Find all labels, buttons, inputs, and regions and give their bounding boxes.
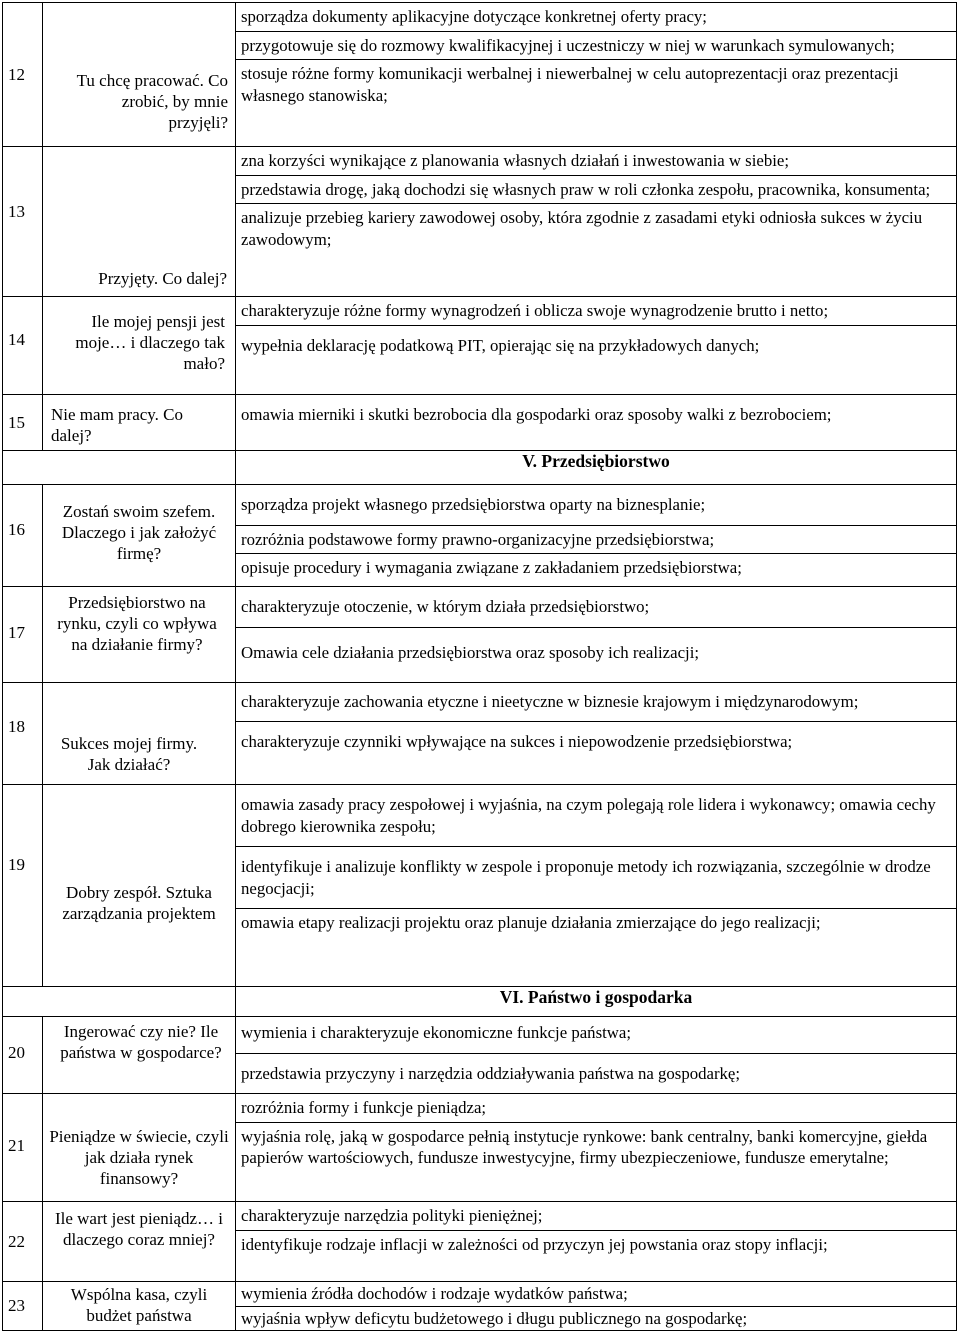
section-spacer	[3, 987, 236, 1017]
topic-text: Sukces mojej firmy. Jak działać?	[60, 734, 198, 774]
description-cell	[236, 297, 957, 395]
learning-outcome: przygotowuje się do rozmowy kwalifikacyjnej i uczestniczy w niej w warunkach symulowanych;	[236, 32, 956, 61]
topic-text: Ile wart jest pieniądz… i dlaczego coraz mniej?	[54, 1209, 224, 1249]
table-row	[3, 587, 957, 683]
curriculum-table	[2, 2, 957, 1331]
row-number: 21	[8, 1136, 25, 1155]
learning-outcome: stosuje różne formy komunikacji werbalnej i niewerbalnej w celu autoprezentacji oraz prezentacji własnego stanowiska;	[241, 64, 899, 105]
learning-outcome: identyfikuje rodzaje inflacji w zależności od przyczyn jej powstania oraz stopy inflacji;	[241, 1234, 828, 1254]
table-row	[3, 147, 957, 297]
row-number-cell	[3, 587, 43, 683]
table-row	[3, 297, 957, 395]
description-cell	[236, 147, 957, 297]
row-number-cell	[3, 683, 43, 785]
table-row	[3, 485, 957, 587]
topic-cell	[43, 485, 236, 587]
table-row	[3, 3, 957, 147]
description-cell	[236, 3, 957, 147]
description-cell	[236, 395, 957, 451]
row-number: 15	[8, 413, 25, 432]
row-number-cell	[3, 785, 43, 987]
row-number: 23	[8, 1296, 25, 1315]
learning-outcome: charakteryzuje narzędzia polityki pieniężnej;	[236, 1202, 956, 1231]
learning-outcome: omawia etapy realizacji projektu oraz planuje działania zmierzające do jego realizacji;	[241, 913, 821, 932]
row-number-cell	[3, 1202, 43, 1282]
description-cell	[236, 1017, 957, 1094]
table-row	[3, 1282, 957, 1331]
section-header-row	[3, 451, 957, 485]
learning-outcome: omawia zasady pracy zespołowej i wyjaśnia, na czym polegają role lidera i wykonawcy; omawia cechy dobrego kierownika zespołu;	[236, 785, 956, 847]
topic-cell	[43, 1094, 236, 1202]
topic-text: Tu chcę pracować. Co zrobić, by mnie przyjęli?	[76, 71, 228, 132]
learning-outcome: wypełnia deklarację podatkową PIT, opierając się na przykładowych danych;	[241, 335, 760, 355]
row-number-cell	[3, 485, 43, 587]
learning-outcome: wymienia źródła dochodów i rodzaje wydatków państwa;	[236, 1282, 956, 1307]
description-cell	[236, 683, 957, 785]
learning-outcome: charakteryzuje czynniki wpływające na sukces i niepowodzenie przedsiębiorstwa;	[241, 731, 793, 751]
table-row	[3, 683, 957, 785]
learning-outcome: analizuje przebieg kariery zawodowej osoby, która zgodnie z zasadami etyki odniosła sukces w życiu zawodowym;	[241, 208, 923, 249]
topic-cell	[43, 147, 236, 297]
description-cell	[236, 1094, 957, 1202]
topic-cell	[43, 297, 236, 395]
row-number-cell	[3, 297, 43, 395]
description-cell	[236, 485, 957, 587]
table-row	[3, 1017, 957, 1094]
row-number-cell	[3, 147, 43, 297]
learning-outcome: wyjaśnia rolę, jaką w gospodarce pełnią instytucje rynkowe: bank centralny, banki komercyjne, giełda papierów wartościowych, fundusze inwestycyjne, firmy ubezpieczeniowe, fundusze emerytalne;	[241, 1126, 928, 1167]
learning-outcome: Omawia cele działania przedsiębiorstwa oraz sposoby ich realizacji;	[241, 642, 700, 662]
topic-text: Wspólna kasa, czyli budżet państwa	[70, 1285, 208, 1325]
description-cell	[236, 1202, 957, 1282]
learning-outcome: charakteryzuje otoczenie, w którym działa przedsiębiorstwo;	[236, 587, 956, 628]
learning-outcome: opisuje procedury i wymagania związane z zakładaniem przedsiębiorstwa;	[241, 558, 742, 577]
topic-text: Nie mam pracy. Co dalej?	[51, 405, 184, 445]
description-cell	[236, 1282, 957, 1331]
row-number-cell	[3, 1017, 43, 1094]
row-number: 12	[8, 65, 25, 84]
topic-cell	[43, 587, 236, 683]
learning-outcome: wyjaśnia wpływ deficytu budżetowego i długu publicznego na gospodarkę;	[241, 1308, 748, 1328]
row-number: 19	[8, 855, 25, 874]
topic-text: Zostań swoim szefem. Dlaczego i jak założyć firmę?	[61, 502, 217, 563]
learning-outcome: identyfikuje i analizuje konflikty w zespole i proponuje metody ich rozwiązania, szczególnie w drodze negocjacji;	[236, 847, 956, 909]
description-cell	[236, 587, 957, 683]
learning-outcome: sporządza dokumenty aplikacyjne dotyczące konkretnej oferty pracy;	[236, 3, 956, 32]
row-number-cell	[3, 395, 43, 451]
topic-cell	[43, 1017, 236, 1094]
learning-outcome: zna korzyści wynikające z planowania własnych działań i inwestowania w siebie;	[236, 147, 956, 176]
row-number: 20	[8, 1043, 25, 1062]
topic-text: Pieniądze w świecie, czyli jak działa rynek finansowy?	[49, 1127, 229, 1188]
section-heading: V. Przedsiębiorstwo	[236, 451, 957, 485]
topic-text: Przedsiębiorstwo na rynku, czyli co wpływa na działanie firmy?	[57, 593, 217, 654]
learning-outcome: charakteryzuje zachowania etyczne i nieetyczne w biznesie krajowym i międzynarodowym;	[236, 683, 956, 722]
topic-text: Ile mojej pensji jest moje… i dlaczego tak mało?	[75, 312, 225, 373]
table-row	[3, 1202, 957, 1282]
section-heading: VI. Państwo i gospodarka	[236, 987, 957, 1017]
learning-outcome: rozróżnia podstawowe formy prawno-organizacyjne przedsiębiorstwa;	[236, 526, 956, 555]
topic-cell	[43, 785, 236, 987]
row-number-cell	[3, 1282, 43, 1331]
topic-cell	[43, 395, 236, 451]
learning-outcome: sporządza projekt własnego przedsiębiorstwa oparty na biznesplanie;	[236, 485, 956, 526]
topic-cell	[43, 3, 236, 147]
topic-cell	[43, 683, 236, 785]
table-row	[3, 395, 957, 451]
topic-cell	[43, 1282, 236, 1331]
row-number: 22	[8, 1232, 25, 1251]
row-number-cell	[3, 3, 43, 147]
topic-text: Ingerować czy nie? Ile państwa w gospodarce?	[60, 1022, 222, 1062]
table-row	[3, 785, 957, 987]
learning-outcome: przedstawia przyczyny i narzędzia oddziaływania państwa na gospodarkę;	[241, 1063, 741, 1083]
learning-outcome: rozróżnia formy i funkcje pieniądza;	[236, 1094, 956, 1123]
row-number: 17	[8, 623, 25, 642]
learning-outcome: wymienia i charakteryzuje ekonomiczne funkcje państwa;	[236, 1017, 956, 1054]
section-spacer	[3, 451, 236, 485]
row-number-cell	[3, 1094, 43, 1202]
learning-outcome: omawia mierniki i skutki bezrobocia dla gospodarki oraz sposoby walki z bezrobociem;	[241, 405, 832, 424]
description-cell	[236, 785, 957, 987]
table-row	[3, 1094, 957, 1202]
learning-outcome: przedstawia drogę, jaką dochodzi się własnych praw w roli członka zespołu, pracownika, konsumenta;	[236, 176, 956, 205]
topic-text: Dobry zespół. Sztuka zarządzania projektem	[62, 883, 216, 923]
row-number: 18	[8, 717, 25, 736]
row-number: 16	[8, 520, 25, 539]
row-number: 14	[8, 330, 25, 349]
row-number: 13	[8, 202, 25, 221]
topic-cell	[43, 1202, 236, 1282]
topic-text: Przyjęty. Co dalej?	[98, 269, 227, 288]
section-header-row	[3, 987, 957, 1017]
learning-outcome: charakteryzuje różne formy wynagrodzeń i oblicza swoje wynagrodzenie brutto i netto;	[236, 297, 956, 326]
